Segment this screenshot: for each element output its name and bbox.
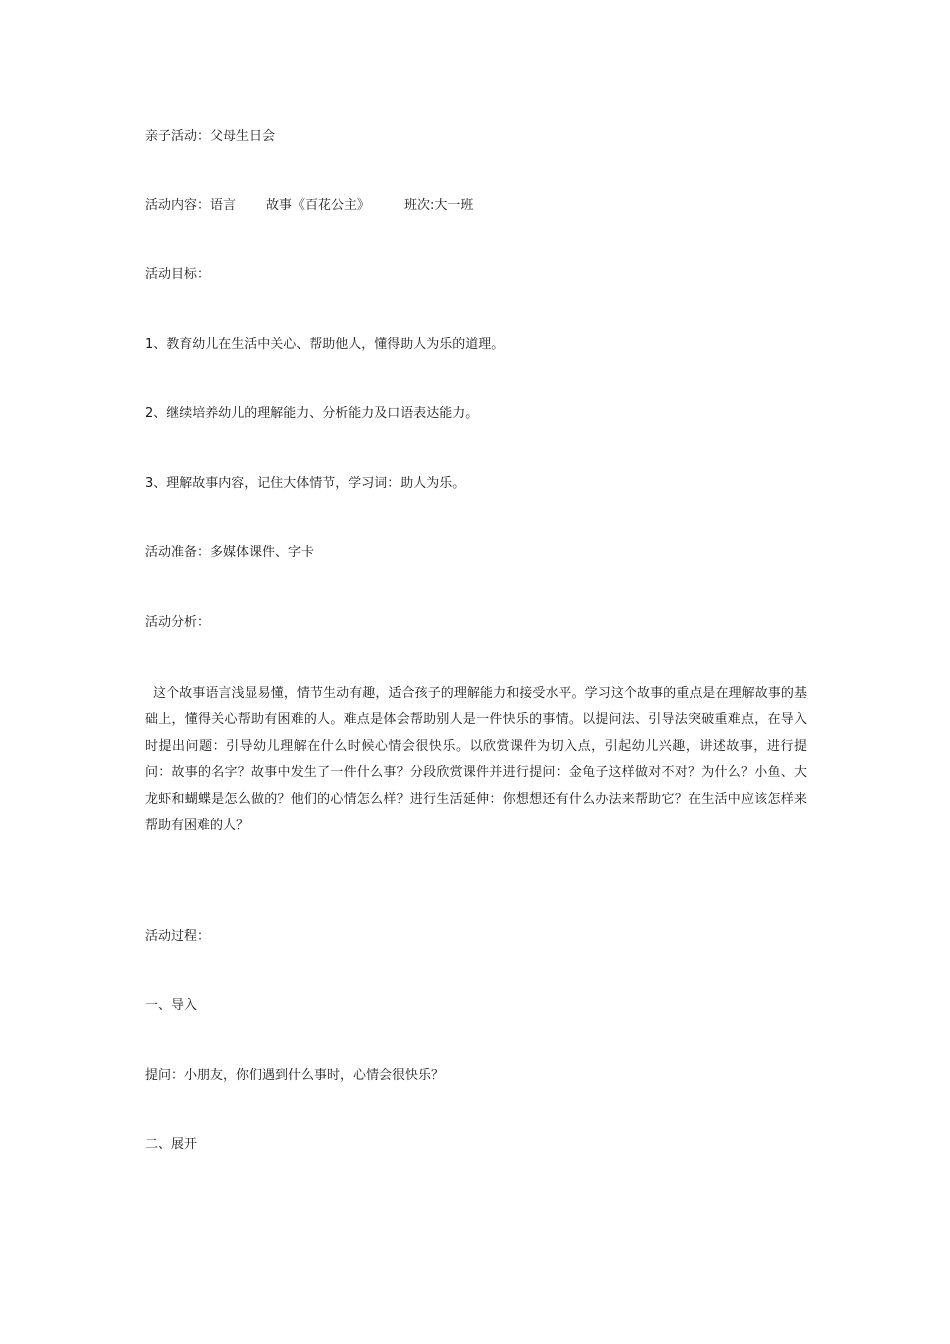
activity-content-line [145,197,473,215]
process-heading: 活动过程： [145,929,211,944]
goal-item: 3、理解故事内容，记住大体情节，学习词：助人为乐。 [145,476,466,491]
section-heading-develop: 二、展开 [145,1137,198,1152]
section-heading-intro: 一、导入 [145,998,198,1013]
goals-heading: 活动目标： [145,267,211,282]
activity-content-label: 活动内容：语言 [145,198,237,213]
goal-item: 2、继续培养幼儿的理解能力、分析能力及口语表达能力。 [145,406,479,421]
analysis-heading: 活动分析： [145,615,211,630]
goal-item: 1、教育幼儿在生活中关心、帮助他人，懂得助人为乐的道理。 [145,337,505,352]
document-title: 亲子活动：父母生日会 [145,129,276,144]
preparation-line: 活动准备：多媒体课件、字卡 [145,545,315,560]
analysis-paragraph: 这个故事语言浅显易懂，情节生动有趣，适合孩子的理解能力和接受水平。学习这个故事的重点是在理解故事的基础上，懂得关心帮助有困难的人。难点是体会帮助别人是一件快乐的事情。以提问法、引导法突破重难点，在导入时提出问题：引导幼儿理解在什么时候心情会很快乐。以欣赏课件为切入点，引起幼儿兴趣，讲述故事，进行提问：故事的名字？故事中发生了一件什么事？分段欣赏课件并进行提问：金龟子这样做对不对？为什么？小鱼、大龙虾和蝴蝶是怎么做的？他们的心情怎么样？进行生活延伸：你想想还有什么办法来帮助它？在生活中应该怎样来帮助有困难的人？ [145,686,807,834]
story-title: 故事《百花公主》 [266,198,371,213]
class-name: 班次:大一班 [404,198,474,213]
intro-question: 提问：小朋友，你们遇到什么事时，心情会很快乐？ [145,1068,445,1083]
